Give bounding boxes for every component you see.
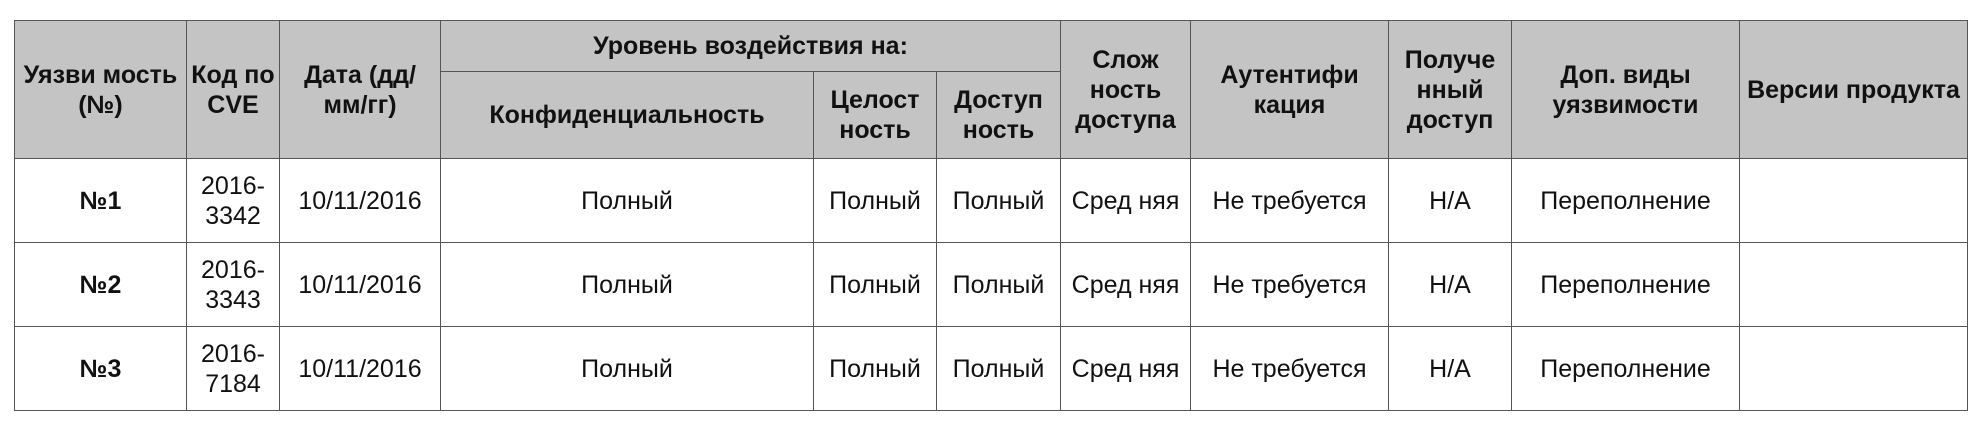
table-header (15, 21, 1968, 159)
header-impact-group: Уровень воздействия на: (441, 21, 1061, 72)
cell-versions (1740, 327, 1968, 411)
cell-integrity: Полный (814, 159, 937, 243)
header-access-gained: Получе нный доступ (1389, 21, 1512, 159)
cell-availability: Полный (937, 159, 1061, 243)
cell-cve: 2016- 7184 (187, 327, 280, 411)
cell-vuln-number: №1 (15, 159, 187, 243)
cell-vuln-number: №3 (15, 327, 187, 411)
cell-extra-types: Переполнение (1512, 327, 1740, 411)
table-row (15, 327, 1968, 411)
cell-access-gained: Н/А (1389, 327, 1512, 411)
cell-authentication: Не требуется (1191, 327, 1389, 411)
cell-availability: Полный (937, 327, 1061, 411)
header-extra-types: Доп. виды уязвимости (1512, 21, 1740, 159)
cell-extra-types: Переполнение (1512, 159, 1740, 243)
cell-extra-types: Переполнение (1512, 243, 1740, 327)
header-availability: Доступ ность (937, 72, 1061, 159)
header-cve: Код по CVE (187, 21, 280, 159)
header-complexity: Слож ность доступа (1061, 21, 1191, 159)
table-body (15, 159, 1968, 411)
cell-authentication: Не требуется (1191, 243, 1389, 327)
cell-cve: 2016- 3342 (187, 159, 280, 243)
cell-integrity: Полный (814, 243, 937, 327)
cell-complexity: Сред няя (1061, 159, 1191, 243)
cell-integrity: Полный (814, 327, 937, 411)
cell-date: 10/11/2016 (280, 243, 441, 327)
header-versions: Версии продукта (1740, 21, 1968, 159)
header-confidentiality: Конфиденциальность (441, 72, 814, 159)
cell-date: 10/11/2016 (280, 159, 441, 243)
header-date: Дата (дд/ мм/гг) (280, 21, 441, 159)
cell-access-gained: Н/А (1389, 159, 1512, 243)
table-row (15, 243, 1968, 327)
header-vuln: Уязви мость (№) (15, 21, 187, 159)
cell-access-gained: Н/А (1389, 243, 1512, 327)
cell-date: 10/11/2016 (280, 327, 441, 411)
vulnerability-table (14, 20, 1968, 411)
cell-confidentiality: Полный (441, 327, 814, 411)
header-integrity: Целост ность (814, 72, 937, 159)
cell-versions (1740, 243, 1968, 327)
cell-authentication: Не требуется (1191, 159, 1389, 243)
cell-cve: 2016- 3343 (187, 243, 280, 327)
cell-complexity: Сред няя (1061, 243, 1191, 327)
table-row (15, 159, 1968, 243)
cell-vuln-number: №2 (15, 243, 187, 327)
cell-availability: Полный (937, 243, 1061, 327)
cell-versions (1740, 159, 1968, 243)
cell-confidentiality: Полный (441, 159, 814, 243)
cell-confidentiality: Полный (441, 243, 814, 327)
cell-complexity: Сред няя (1061, 327, 1191, 411)
header-authentication: Аутентифи кация (1191, 21, 1389, 159)
